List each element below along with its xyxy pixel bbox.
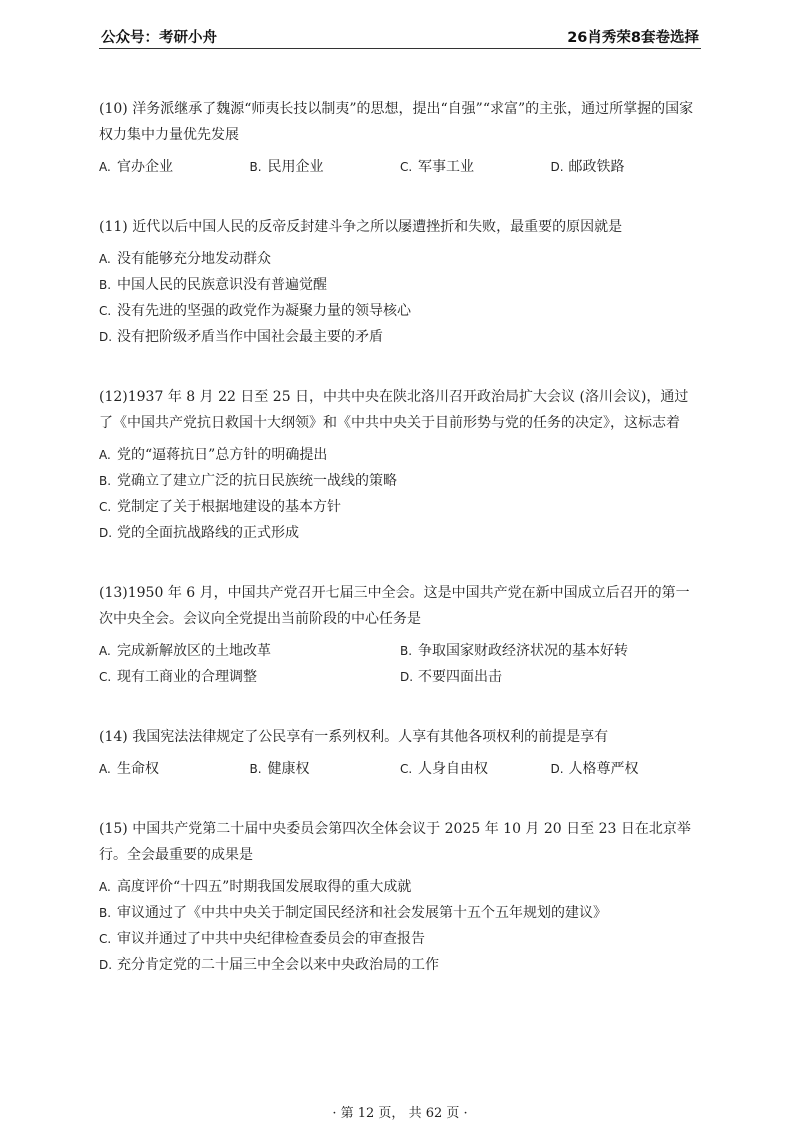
option-a: A. 完成新解放区的土地改革 [99,643,271,659]
question-12 [99,384,701,546]
option-c: C. 没有先进的坚强的政党作为凝聚力量的领导核心 [99,303,411,319]
question-11 [99,214,701,350]
option-a: A. 生命权 [99,761,159,777]
page-header [99,26,701,49]
option-c: C. 现有工商业的合理调整 [99,669,257,685]
option-b: B. 党确立了建立广泛的抗日民族统一战线的策略 [99,473,397,489]
option-a: A. 党的“逼蒋抗日”总方针的明确提出 [99,447,328,463]
options-row [99,756,701,782]
option-b: B. 中国人民的民族意识没有普遍觉醒 [99,277,327,293]
question-stem: (10) 洋务派继承了魏源“师夷长技以制夷”的思想，提出“自强”“求富”的主张，通过所掌握的国家权力集中力量优先发展 [99,101,694,143]
option-b: B. 审议通过了《中共中央关于制定国民经济和社会发展第十五个五年规划的建议》 [99,905,607,921]
option-c: C. 党制定了关于根据地建设的基本方针 [99,499,341,515]
option-c: C. 审议并通过了中共中央纪律检查委员会的审查报告 [99,931,425,947]
option-a: A. 没有能够充分地发动群众 [99,251,271,267]
option-c: C. 军事工业 [400,159,474,175]
page-number: · 第 12 页， 共 62 页 · [332,1106,468,1121]
question-15 [99,816,701,978]
option-a: A. 官办企业 [99,159,173,175]
option-d: D. 不要四面出击 [400,669,502,685]
question-13 [99,580,701,690]
question-list [99,96,701,1012]
option-a: A. 高度评价“十四五”时期我国发展取得的重大成就 [99,879,412,895]
header-left: 公众号：考研小舟 [101,30,217,46]
options-grid [99,638,701,690]
question-stem: (11) 近代以后中国人民的反帝反封建斗争之所以屡遭挫折和失败，最重要的原因就是 [99,219,623,235]
option-c: C. 人身自由权 [400,761,488,777]
option-d: D. 没有把阶级矛盾当作中国社会最主要的矛盾 [99,329,383,345]
option-d: D. 充分肯定党的二十届三中全会以来中央政治局的工作 [99,957,439,973]
option-d: D. 人格尊严权 [550,761,639,777]
question-stem: (12)1937 年 8 月 22 日至 25 日，中共中央在陕北洛川召开政治局扩大会议 (洛川会议)，通过了《中国共产党抗日救国十大纲领》和《中共中央关于目前形势与党的任务的决定》，这标志着 [99,389,689,431]
question-stem: (15) 中国共产党第二十届中央委员会第四次全体会议于 2025 年 10 月 20 日至 23 日在北京举行。全会最重要的成果是 [99,821,691,863]
option-b: B. 争取国家财政经济状况的基本好转 [400,643,628,659]
question-stem: (13)1950 年 6 月，中国共产党召开七届三中全会。这是中国共产党在新中国成立后召开的第一次中央全会。会议向全党提出当前阶段的中心任务是 [99,585,690,627]
options-row [99,154,701,180]
question-14 [99,724,701,782]
header-right: 26肖秀荣8套卷选择 [567,30,699,46]
option-b: B. 健康权 [249,761,310,777]
option-b: B. 民用企业 [249,159,324,175]
question-stem: (14) 我国宪法法律规定了公民享有一系列权利。人享有其他各项权利的前提是享有 [99,729,609,745]
option-d: D. 邮政铁路 [550,159,625,175]
option-d: D. 党的全面抗战路线的正式形成 [99,525,299,541]
question-10 [99,96,701,180]
